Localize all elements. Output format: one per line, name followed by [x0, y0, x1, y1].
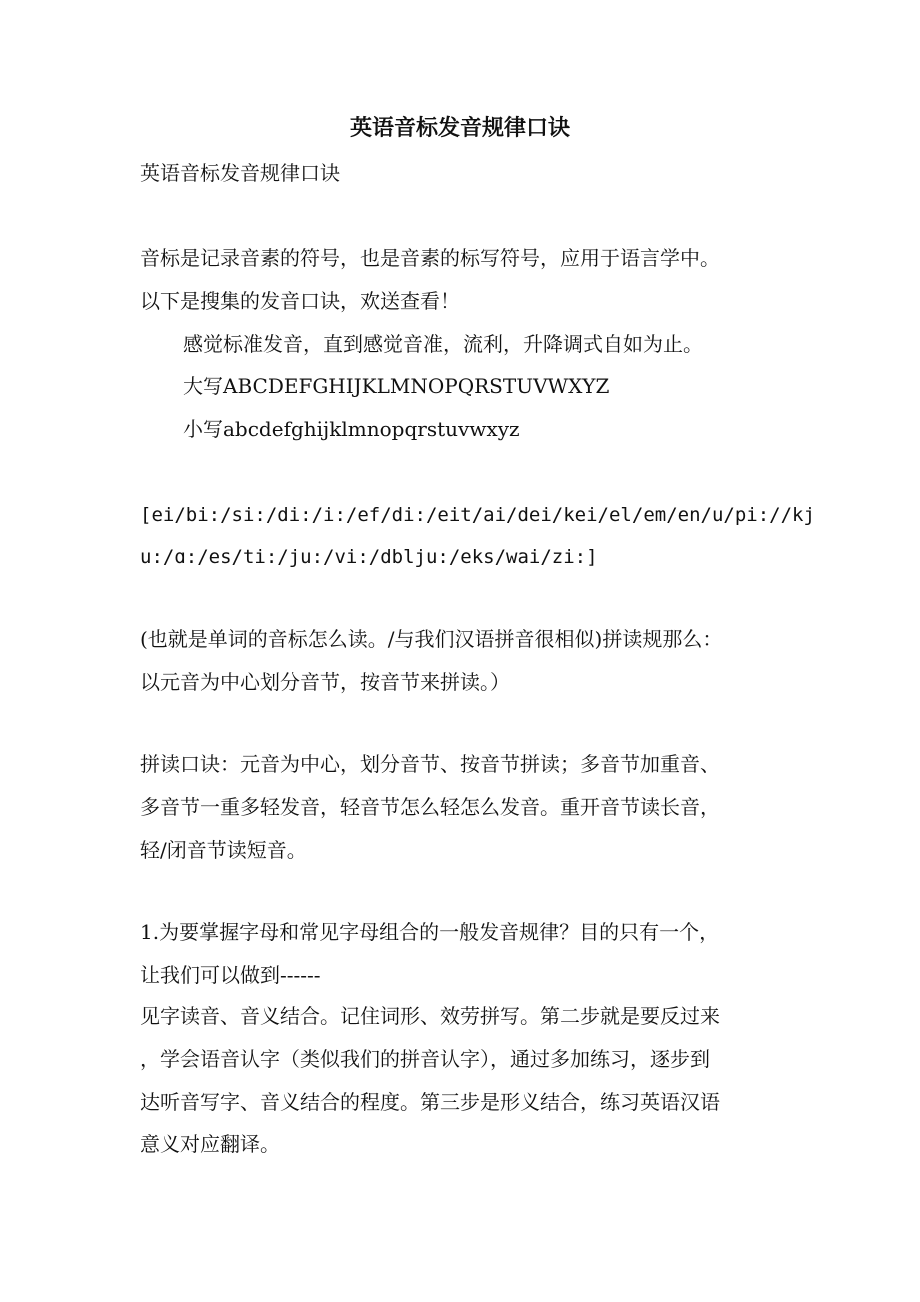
mnemonic-line-2: 多音节一重多轻发音，轻音节怎么轻怎么发音。重开音节读长音， — [140, 795, 720, 819]
uppercase-alphabet-line: 大写ABCDEFGHIJKLMNOPQRSTUVWXYZ — [183, 374, 610, 398]
point1-line-1: 1.为要掌握字母和常见字母组合的一般发音规律？目的只有一个， — [140, 920, 720, 944]
document-title: 英语音标发音规律口诀 — [349, 115, 570, 141]
phonetics-line-2: u:/ɑ:/es/ti:/ju:/vi:/dblju:/eks/wai/zi:] — [140, 546, 598, 568]
mnemonic-line-1: 拼读口诀：元音为中心，划分音节、按音节拼读；多音节加重音、 — [140, 752, 720, 776]
phonetics-line-1: [ei/bi:/si:/di:/i:/ef/di:/eit/ai/dei/kei/el/em/en/u/pi://kj — [140, 504, 815, 526]
indented-line-1: 感觉标准发音，直到感觉音准，流利，升降调式自如为止。 — [183, 332, 703, 356]
intro-line-2: 以下是搜集的发音口诀，欢送查看！ — [140, 289, 460, 313]
intro-line-1: 音标是记录音素的符号，也是音素的标写符号，应用于语言学中。 — [140, 246, 720, 270]
point1-line-4: ，学会语音认字（类似我们的拼音认字），通过多加练习，逐步到 — [140, 1047, 710, 1071]
point1-line-5: 达听音写字、音义结合的程度。第三步是形义结合，练习英语汉语 — [140, 1090, 720, 1114]
point1-line-3: 见字读音、音义结合。记住词形、效劳拼写。第二步就是要反过来 — [140, 1004, 720, 1028]
lowercase-alphabet-line: 小写abcdefghijklmnopqrstuvwxyz — [183, 417, 520, 441]
point1-line-2: 让我们可以做到------ — [140, 963, 321, 987]
mnemonic-line-3: 轻/闭音节读短音。 — [140, 838, 307, 862]
point1-line-6: 意义对应翻译。 — [140, 1132, 280, 1156]
spelling-rule-line-1: (也就是单词的音标怎么读。/与我们汉语拼音很相似)拼读规那么： — [140, 627, 723, 651]
spelling-rule-line-2: 以元音为中心划分音节，按音节来拼读。） — [140, 670, 510, 694]
document-subtitle: 英语音标发音规律口诀 — [140, 161, 340, 185]
